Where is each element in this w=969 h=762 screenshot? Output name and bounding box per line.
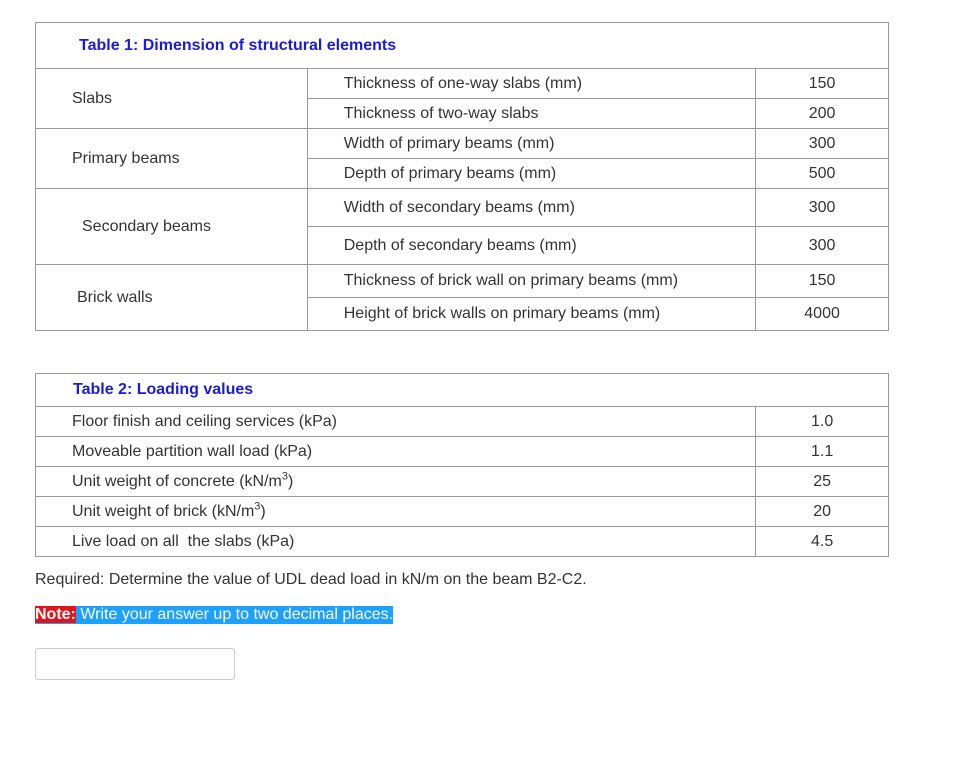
- table-cell: Thickness of two-way slabs: [307, 99, 755, 129]
- answer-input[interactable]: [35, 648, 235, 680]
- note-body: Write your answer up to two decimal places.: [75, 606, 394, 623]
- loading-table: [35, 373, 889, 557]
- table-cell: 1.1: [756, 437, 889, 467]
- table-cell: Thickness of one-way slabs (mm): [307, 69, 755, 99]
- table-cell: Floor finish and ceiling services (kPa): [36, 407, 756, 437]
- slabs-label: Slabs: [36, 69, 308, 129]
- table-cell: 150: [756, 69, 889, 99]
- table-cell: 1.0: [756, 407, 889, 437]
- table-cell: 4000: [756, 298, 889, 331]
- table-cell: Width of secondary beams (mm): [307, 189, 755, 227]
- table1-title: Table 1: Dimension of structural elements: [36, 23, 889, 69]
- note-text: [35, 606, 393, 624]
- required-text: Required: Determine the value of UDL dead load in kN/m on the beam B2-C2.: [35, 571, 587, 588]
- table-cell: Width of primary beams (mm): [307, 129, 755, 159]
- table-cell: 300: [756, 227, 889, 265]
- table-cell: Moveable partition wall load (kPa): [36, 437, 756, 467]
- cell-text: Unit weight of concrete (kN/m: [72, 472, 282, 490]
- table-cell: [36, 467, 756, 497]
- note-label: Note:: [35, 606, 76, 623]
- table-cell: 300: [756, 189, 889, 227]
- table-cell: Thickness of brick wall on primary beams (mm): [307, 265, 755, 298]
- superscript: 3: [281, 470, 288, 483]
- table-cell: Depth of primary beams (mm): [307, 159, 755, 189]
- dimension-table: [35, 22, 889, 331]
- table2-title: Table 2: Loading values: [36, 374, 889, 407]
- table-cell: Height of brick walls on primary beams (mm): [307, 298, 755, 331]
- table-cell: 300: [756, 129, 889, 159]
- cell-text: ): [287, 472, 294, 490]
- table-cell: 25: [756, 467, 889, 497]
- cell-text: Unit weight of brick (kN/m: [72, 502, 255, 520]
- table-cell: 4.5: [756, 527, 889, 557]
- primary-beams-label: Primary beams: [36, 129, 308, 189]
- table-cell: 150: [756, 265, 889, 298]
- brick-walls-label: Brick walls: [36, 265, 308, 331]
- superscript: 3: [254, 500, 261, 513]
- table-cell: 20: [756, 497, 889, 527]
- table-cell: 200: [756, 99, 889, 129]
- table-cell: Live load on all the slabs (kPa): [36, 527, 756, 557]
- cell-text: ): [260, 502, 266, 520]
- table-cell: 500: [756, 159, 889, 189]
- table-cell: Depth of secondary beams (mm): [307, 227, 755, 265]
- secondary-beams-label: Secondary beams: [36, 189, 308, 265]
- table-cell: [36, 497, 756, 527]
